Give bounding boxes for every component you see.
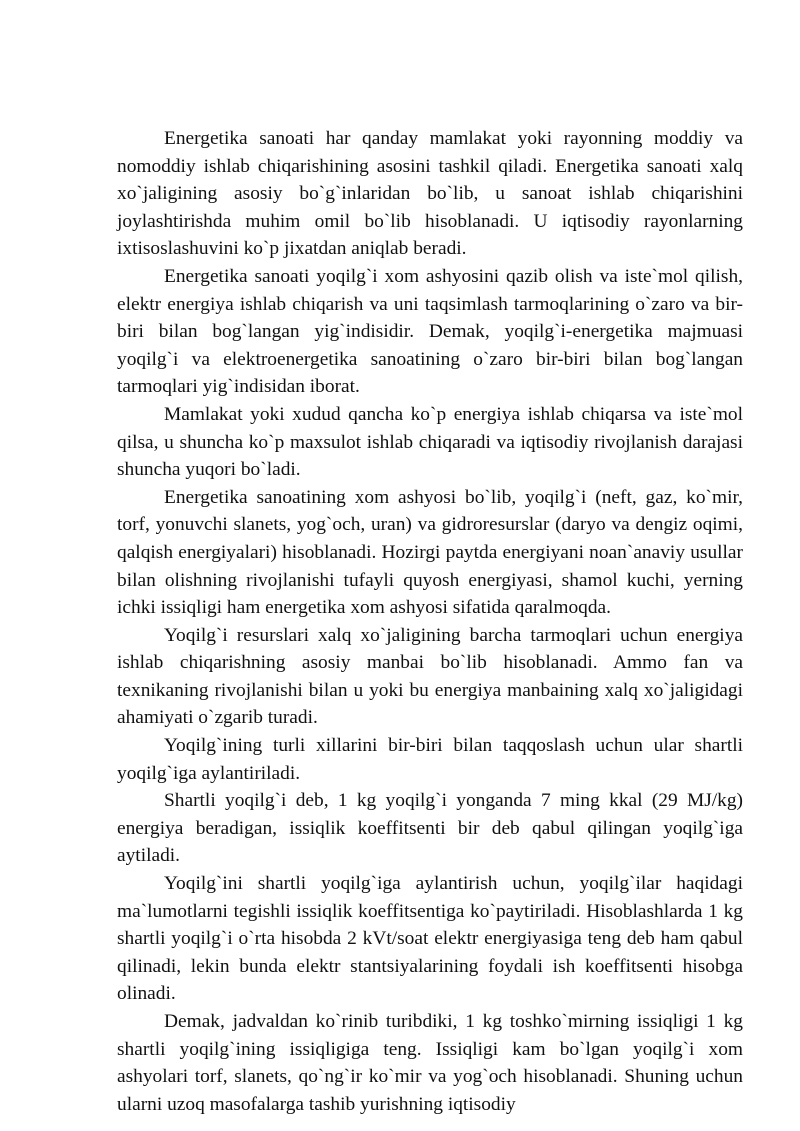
paragraph-4: Energetika sanoatining xom ashyosi bo`lib, yoqilg`i (neft, gaz, ko`mir, torf, yonuvchi slanets, yog`och, uran) va gidroresurslar (daryo va dengiz oqimi, qalqish energiyalari) hisoblanadi. Hozirgi paytda energiyani noan`anaviy usullar bilan olishning rivojlanishi tufayli quyosh energiyasi, shamol kuchi, yerning ichki issiqligi ham energetika xom ashyosi sifatida qaralmoqda. <box>117 486 743 619</box>
paragraph-6: Yoqilg`ining turli xillarini bir-biri bilan taqqoslash uchun ular shartli yoqilg`iga aylantiriladi. <box>117 735 743 784</box>
paragraph-3: Mamlakat yoki xudud qancha ko`p energiya ishlab chiqarsa va iste`mol qilsa, u shuncha ko`p maxsulot ishlab chiqaradi va iqtisodiy rivojlanish darajasi shuncha yuqori bo`ladi. <box>117 403 743 481</box>
paragraph-8: Yoqilg`ini shartli yoqilg`iga aylantirish uchun, yoqilg`ilar haqidagi ma`lumotlarni tegishli issiqlik koeffitsentiga ko`paytiriladi. Hisoblashlarda 1 kg shartli yoqilg`i o`rta hisobda 2 kVt/soat elektr energiyasiga teng deb ham qabul qilinadi, lekin bunda elektr stantsiyalarining foydali ish koeffitsenti hisobga olinadi. <box>117 873 743 1005</box>
paragraph-5: Yoqilg`i resurslari xalq xo`jaligining barcha tarmoqlari uchun energiya ishlab chiqarishning asosiy manbai bo`lib hisoblanadi. Ammo fan va texnikaning rivojlanishi bilan u yoki bu energiya manbaining xalq xo`jaligidagi ahamiyati o`zgarib turadi. <box>117 624 743 729</box>
document-body <box>117 125 743 1118</box>
paragraph-1: Energetika sanoati har qanday mamlakat yoki rayonning moddiy va nomoddiy ishlab chiqarishining asosini tashkil qiladi. Energetika sanoati xalq xo`jaligining asosiy bo`g`inlaridan bo`lib, u sanoat ishlab chiqarishini joylashtirishda muhim omil bo`lib hisoblanadi. U iqtisodiy rayonlarning ixtisoslashuvini ko`p jixatdan aniqlab beradi. <box>117 128 743 260</box>
paragraph-9: Demak, jadvaldan ko`rinib turibdiki, 1 kg toshko`mirning issiqligi 1 kg shartli yoqilg`ining issiqligiga teng. Issiqligi kam bo`lgan yoqilg`i xom ashyolari torf, slanets, qo`ng`ir ko`mir va yog`och hisoblanadi. Shuning uchun ularni uzoq masofalarga tashib yurishning iqtisodiy <box>117 1011 743 1115</box>
paragraph-2: Energetika sanoati yoqilg`i xom ashyosini qazib olish va iste`mol qilish, elektr energiya ishlab chiqarish va uni taqsimlash tarmoqlarining o`zaro va bir-biri bilan bog`langan yig`indisidir. Demak, yoqilg`i-energetika majmuasi yoqilg`i va elektroenergetika sanoatining o`zaro bir-biri bilan bog`langan tarmoqlari yig`indisidan iborat. <box>117 265 743 398</box>
paragraph-7: Shartli yoqilg`i deb, 1 kg yoqilg`i yonganda 7 ming kkal (29 MJ/kg) energiya beradigan, issiqlik koeffitsenti bir deb qabul qilingan yoqilg`iga aytiladi. <box>117 790 743 867</box>
